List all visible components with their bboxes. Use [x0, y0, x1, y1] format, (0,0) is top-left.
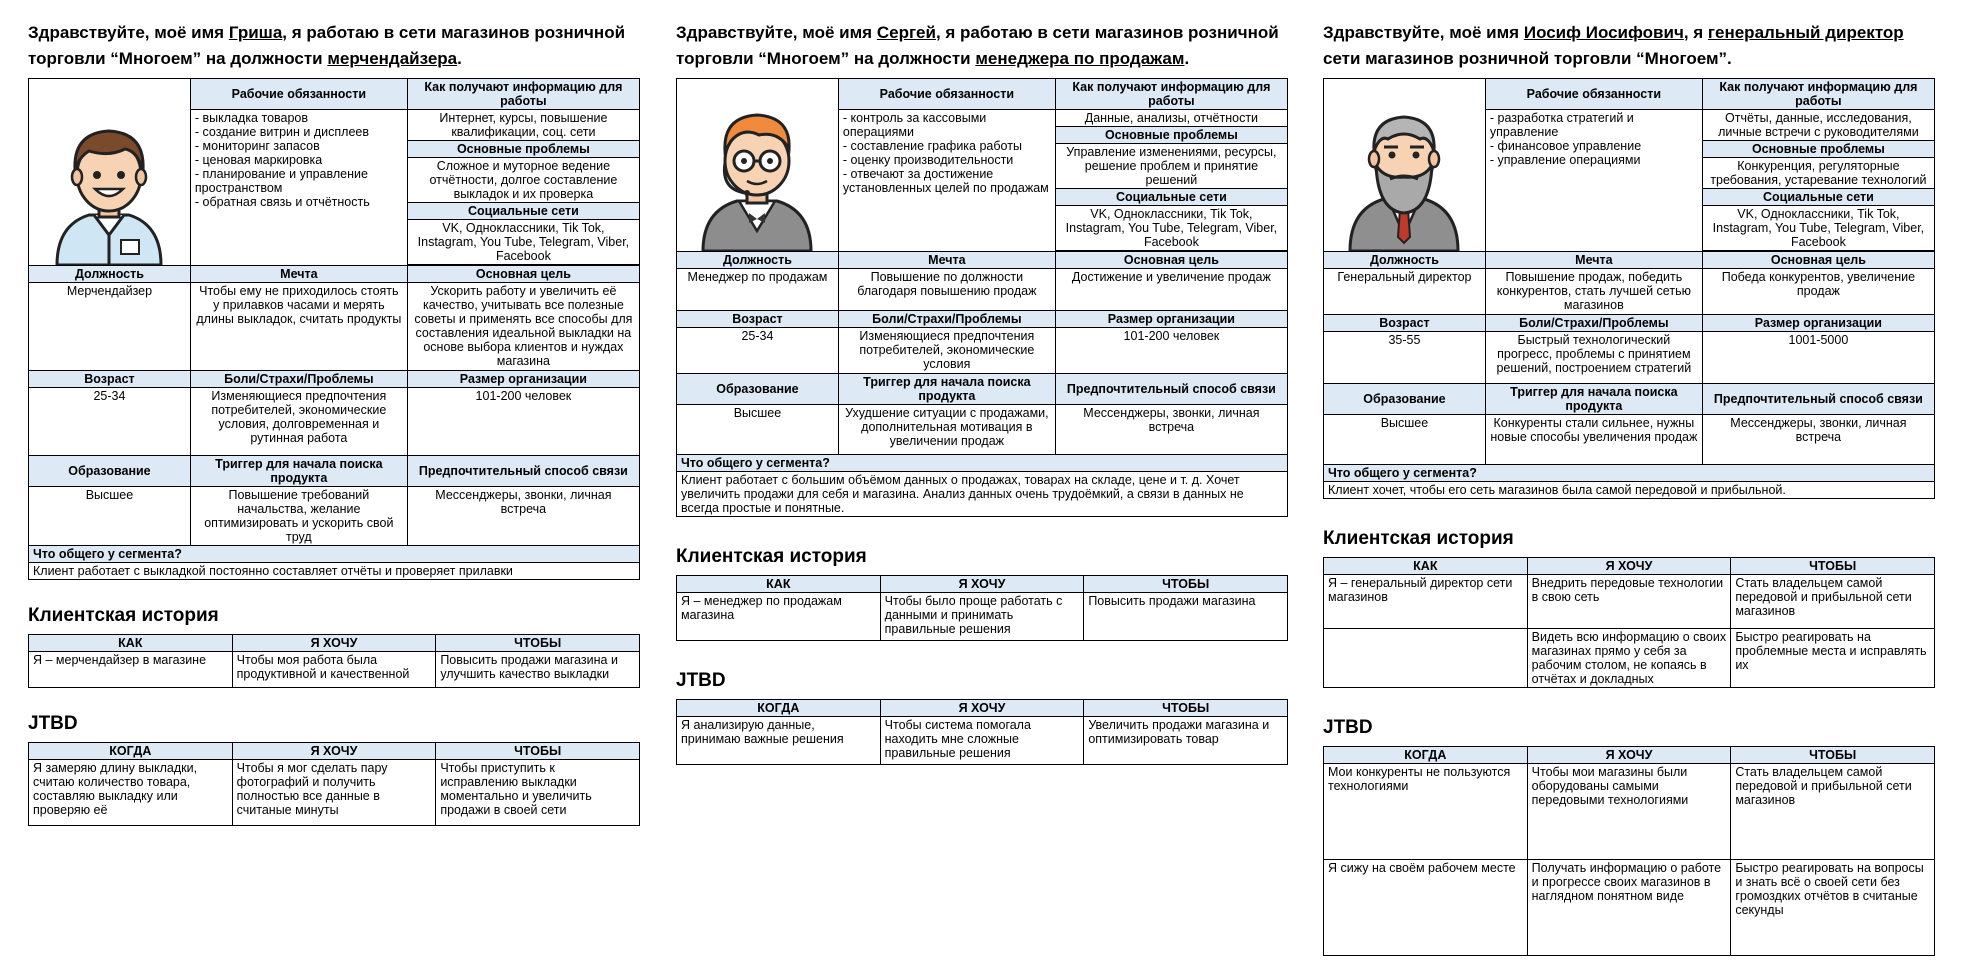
story-cell: Я – генеральный директор сети магазинов	[1324, 575, 1528, 629]
jtbd-header: Я ХОЧУ	[880, 700, 1084, 717]
info-header: Как получают информацию для работы	[1055, 79, 1287, 110]
orgsize-header: Размер организации	[407, 371, 639, 388]
sales-manager-avatar-icon	[677, 101, 838, 251]
persona-table	[28, 78, 640, 580]
common-value: Клиент хочет, чтобы его сеть магазинов была самой передовой и прибыльной.	[1324, 482, 1935, 499]
persona-role: менеджера по продажам	[975, 49, 1185, 68]
persona-card-grisha	[28, 20, 640, 826]
info-header: Как получают информацию для работы	[407, 79, 639, 110]
story-table	[1323, 557, 1935, 688]
story-header: Я ХОЧУ	[232, 635, 436, 652]
problems-header: Основные проблемы	[1702, 141, 1934, 158]
dream-value: Повышение продаж, победить конкурентов, стать лучшей сетью магазинов	[1485, 269, 1702, 315]
persona-role: генеральный директор	[1707, 23, 1904, 42]
contact-header: Предпочтительный способ связи	[1055, 374, 1287, 405]
jtbd-cell: Увеличить продажи магазина и оптимизировать товар	[1084, 717, 1288, 765]
trigger-header: Триггер для начала поиска продукта	[190, 456, 407, 487]
social-value: VK, Одноклассники, Tik Tok, Instagram, You Tube, Telegram, Viber, Facebook	[1055, 206, 1287, 251]
ceo-avatar-icon	[1324, 101, 1485, 251]
common-header: Что общего у сегмента?	[677, 455, 1288, 472]
jtbd-title: JTBD	[28, 713, 78, 734]
education-value: Высшее	[29, 487, 191, 546]
story-title: Клиентская история	[1323, 528, 1514, 549]
jtbd-cell: Чтобы приступить к исправлению выкладки моментально и увеличить продажи в своей сети	[436, 760, 640, 826]
story-table	[28, 634, 640, 688]
story-cell: Чтобы было проще работать с данными и принимать правильные решения	[880, 593, 1084, 641]
story-header: КАК	[29, 635, 233, 652]
contact-value: Мессенджеры, звонки, личная встреча	[407, 487, 639, 546]
info-header: Как получают информацию для работы	[1702, 79, 1934, 110]
jtbd-header: ЧТОБЫ	[1084, 700, 1288, 717]
story-cell: Внедрить передовые технологии в свою сеть	[1527, 575, 1731, 629]
jtbd-header: Я ХОЧУ	[1527, 747, 1731, 764]
story-cell: Видеть всю информацию о своих магазинах прямо у себя за рабочим столом, не копаясь в отчётах и докладных	[1527, 629, 1731, 688]
story-header: КАК	[1324, 558, 1528, 575]
persona-name: Иосиф Иосифович	[1523, 23, 1684, 42]
education-header: Образование	[29, 456, 191, 487]
story-cell: Быстро реагировать на проблемные места и исправлять их	[1731, 629, 1935, 688]
contact-header: Предпочтительный способ связи	[407, 456, 639, 487]
story-cell: Стать владельцем самой передовой и прибыльной сети магазинов	[1731, 575, 1935, 629]
story-header: КАК	[677, 576, 881, 593]
info-value: Данные, анализы, отчётности	[1055, 110, 1287, 127]
story-cell: Повысить продажи магазина и улучшить качество выкладки	[436, 652, 640, 688]
merchandiser-avatar-icon	[29, 115, 190, 265]
info-value: Интернет, курсы, повышение квалификации, соц. сети	[407, 110, 639, 141]
orgsize-value: 101-200 человек	[407, 388, 639, 456]
jtbd-cell: Я анализирую данные, принимаю важные решения	[677, 717, 881, 765]
duties-list: - выкладка товаров - создание витрин и дисплеев - мониторинг запасов - ценовая маркировка - планирование и управление пространством - обратная связь и отчётность	[190, 110, 407, 266]
common-header: Что общего у сегмента?	[29, 546, 640, 563]
orgsize-header: Размер организации	[1055, 311, 1287, 328]
jtbd-header: Я ХОЧУ	[232, 743, 436, 760]
story-cell: Я – менеджер по продажам магазина	[677, 593, 881, 641]
jtbd-cell: Получать информацию о работе и прогрессе своих магазинов в наглядном понятном виде	[1527, 860, 1731, 956]
duties-header: Рабочие обязанности	[190, 79, 407, 110]
story-title: Клиентская история	[28, 605, 219, 626]
duties-list: - контроль за кассовыми операциями - составление графика работы - оценку производительности - отвечают за достижение установленных целей по продажам	[838, 110, 1055, 252]
story-header: Я ХОЧУ	[880, 576, 1084, 593]
education-header: Образование	[1324, 384, 1486, 415]
position-header: Должность	[1324, 252, 1486, 269]
problems-value: Управление изменениями, ресурсы, решение проблем и принятие решений	[1055, 144, 1287, 189]
avatar	[29, 79, 191, 266]
goal-header: Основная цель	[1055, 252, 1287, 269]
trigger-header: Триггер для начала поиска продукта	[1485, 384, 1702, 415]
common-value: Клиент работает с большим объёмом данных о продажах, товарах на складе, цене и т. д. Хочет увеличить продажи для себя и магазина. Анализ данных очень трудоёмкий, а связи в данных не всегда простые и понятные.	[677, 472, 1288, 517]
persona-table	[676, 78, 1288, 517]
trigger-header: Триггер для начала поиска продукта	[838, 374, 1055, 405]
story-cell: Я – мерчендайзер в магазине	[29, 652, 233, 688]
persona-name: Сергей	[876, 23, 936, 42]
age-header: Возраст	[29, 371, 191, 388]
pains-header: Боли/Страхи/Проблемы	[190, 371, 407, 388]
jtbd-title: JTBD	[676, 670, 726, 691]
pains-value: Быстрый технологический прогресс, проблемы с принятием решений, построением стратегий	[1485, 332, 1702, 384]
avatar	[677, 79, 839, 252]
goal-header: Основная цель	[1702, 252, 1934, 269]
story-header: ЧТОБЫ	[1731, 558, 1935, 575]
dream-value: Чтобы ему не приходилось стоять у прилавков часами и мерять длины выкладок, считать продукты	[190, 283, 407, 371]
social-value: VK, Одноклассники, Tik Tok, Instagram, You Tube, Telegram, Viber, Facebook	[1702, 206, 1934, 251]
education-value: Высшее	[1324, 415, 1486, 465]
problems-value: Конкуренция, регуляторные требования, устаревание технологий	[1702, 158, 1934, 189]
persona-card-iosif	[1323, 20, 1935, 956]
contact-header: Предпочтительный способ связи	[1702, 384, 1934, 415]
jtbd-header: ЧТОБЫ	[436, 743, 640, 760]
position-value: Менеджер по продажам	[677, 269, 839, 311]
position-header: Должность	[29, 266, 191, 283]
jtbd-title: JTBD	[1323, 717, 1373, 738]
avatar	[1324, 79, 1486, 252]
pains-value: Изменяющиеся предпочтения потребителей, экономические условия	[838, 328, 1055, 374]
persona-table	[1323, 78, 1935, 499]
jtbd-cell: Я замеряю длину выкладки, считаю количество товара, составляю выкладку или проверяю её	[29, 760, 233, 826]
story-cell	[1324, 629, 1528, 688]
trigger-value: Конкуренты стали сильнее, нужны новые способы увеличения продаж	[1485, 415, 1702, 465]
common-value: Клиент работает с выкладкой постоянно составляет отчёты и проверяет прилавки	[29, 563, 640, 580]
position-value: Генеральный директор	[1324, 269, 1486, 315]
orgsize-value: 1001-5000	[1702, 332, 1934, 384]
jtbd-header: КОГДА	[677, 700, 881, 717]
age-header: Возраст	[677, 311, 839, 328]
position-value: Мерчендайзер	[29, 283, 191, 371]
social-header: Социальные сети	[1055, 189, 1287, 206]
jtbd-table	[1323, 746, 1935, 956]
jtbd-table	[28, 742, 640, 826]
social-header: Социальные сети	[1702, 189, 1934, 206]
goal-value: Победа конкурентов, увеличение продаж	[1702, 269, 1934, 315]
story-title: Клиентская история	[676, 546, 867, 567]
problems-header: Основные проблемы	[1055, 127, 1287, 144]
social-value: VK, Одноклассники, Tik Tok, Instagram, You Tube, Telegram, Viber, Facebook	[407, 220, 639, 265]
contact-value: Мессенджеры, звонки, личная встреча	[1702, 415, 1934, 465]
jtbd-header: КОГДА	[29, 743, 233, 760]
age-value: 25-34	[29, 388, 191, 456]
trigger-value: Ухудшение ситуации с продажами, дополнительная мотивация в увеличении продаж	[838, 405, 1055, 455]
jtbd-header: ЧТОБЫ	[1731, 747, 1935, 764]
dream-value: Повышение по должности благодаря повышению продаж	[838, 269, 1055, 311]
common-header: Что общего у сегмента?	[1324, 465, 1935, 482]
story-table	[676, 575, 1288, 641]
duties-header: Рабочие обязанности	[838, 79, 1055, 110]
pains-value: Изменяющиеся предпочтения потребителей, экономические условия, долговременная и рутинная работа	[190, 388, 407, 456]
duties-list: - разработка стратегий и управление - финансовое управление - управление операциями	[1485, 110, 1702, 252]
persona-intro: Здравствуйте, моё имя Гриша, я работаю в сети магазинов розничной торговли “Многоем” на должности мерчендайзера.	[28, 23, 626, 68]
story-header: Я ХОЧУ	[1527, 558, 1731, 575]
jtbd-table	[676, 699, 1288, 765]
age-header: Возраст	[1324, 315, 1486, 332]
persona-name: Гриша	[228, 23, 283, 42]
pains-header: Боли/Страхи/Проблемы	[1485, 315, 1702, 332]
trigger-value: Повышение требований начальства, желание оптимизировать и ускорить свой труд	[190, 487, 407, 546]
social-header: Социальные сети	[407, 203, 639, 220]
persona-card-sergey	[676, 20, 1288, 765]
info-value: Отчёты, данные, исследования, личные встречи с руководителями	[1702, 110, 1934, 141]
jtbd-cell: Быстро реагировать на вопросы и знать всё о своей сети без громоздких отчётов в считаные секунды	[1731, 860, 1935, 956]
jtbd-cell: Я сижу на своём рабочем месте	[1324, 860, 1528, 956]
education-header: Образование	[677, 374, 839, 405]
story-cell: Чтобы моя работа была продуктивной и качественной	[232, 652, 436, 688]
duties-header: Рабочие обязанности	[1485, 79, 1702, 110]
jtbd-cell: Чтобы мои магазины были оборудованы самыми передовыми технологиями	[1527, 764, 1731, 860]
education-value: Высшее	[677, 405, 839, 455]
dream-header: Мечта	[1485, 252, 1702, 269]
jtbd-cell: Чтобы система помогала находить мне сложные правильные решения	[880, 717, 1084, 765]
persona-role: мерчендайзера	[327, 49, 458, 68]
persona-intro: Здравствуйте, моё имя Иосиф Иосифович, я генеральный директор сети магазинов розничной торговли “Многоем”.	[1323, 23, 1904, 68]
orgsize-value: 101-200 человек	[1055, 328, 1287, 374]
age-value: 35-55	[1324, 332, 1486, 384]
problems-value: Сложное и муторное ведение отчётности, долгое составление выкладок и их проверка	[407, 158, 639, 203]
age-value: 25-34	[677, 328, 839, 374]
story-header: ЧТОБЫ	[436, 635, 640, 652]
pains-header: Боли/Страхи/Проблемы	[838, 311, 1055, 328]
jtbd-cell: Чтобы я мог сделать пару фотографий и получить полностью все данные в считаные минуты	[232, 760, 436, 826]
dream-header: Мечта	[838, 252, 1055, 269]
persona-intro: Здравствуйте, моё имя Сергей, я работаю в сети магазинов розничной торговли “Многоем” на должности менеджера по продажам.	[676, 23, 1279, 68]
orgsize-header: Размер организации	[1702, 315, 1934, 332]
goal-header: Основная цель	[407, 266, 639, 283]
jtbd-header: КОГДА	[1324, 747, 1528, 764]
goal-value: Ускорить работу и увеличить её качество, учитывать все полезные советы и применять все способы для составления идеальной выкладки на основе выбора клиентов и нуждах магазина	[407, 283, 639, 371]
story-cell: Повысить продажи магазина	[1084, 593, 1288, 641]
goal-value: Достижение и увеличение продаж	[1055, 269, 1287, 311]
problems-header: Основные проблемы	[407, 141, 639, 158]
jtbd-cell: Мои конкуренты не пользуются технологиями	[1324, 764, 1528, 860]
jtbd-cell: Стать владельцем самой передовой и прибыльной сети магазинов	[1731, 764, 1935, 860]
dream-header: Мечта	[190, 266, 407, 283]
story-header: ЧТОБЫ	[1084, 576, 1288, 593]
contact-value: Мессенджеры, звонки, личная встреча	[1055, 405, 1287, 455]
position-header: Должность	[677, 252, 839, 269]
